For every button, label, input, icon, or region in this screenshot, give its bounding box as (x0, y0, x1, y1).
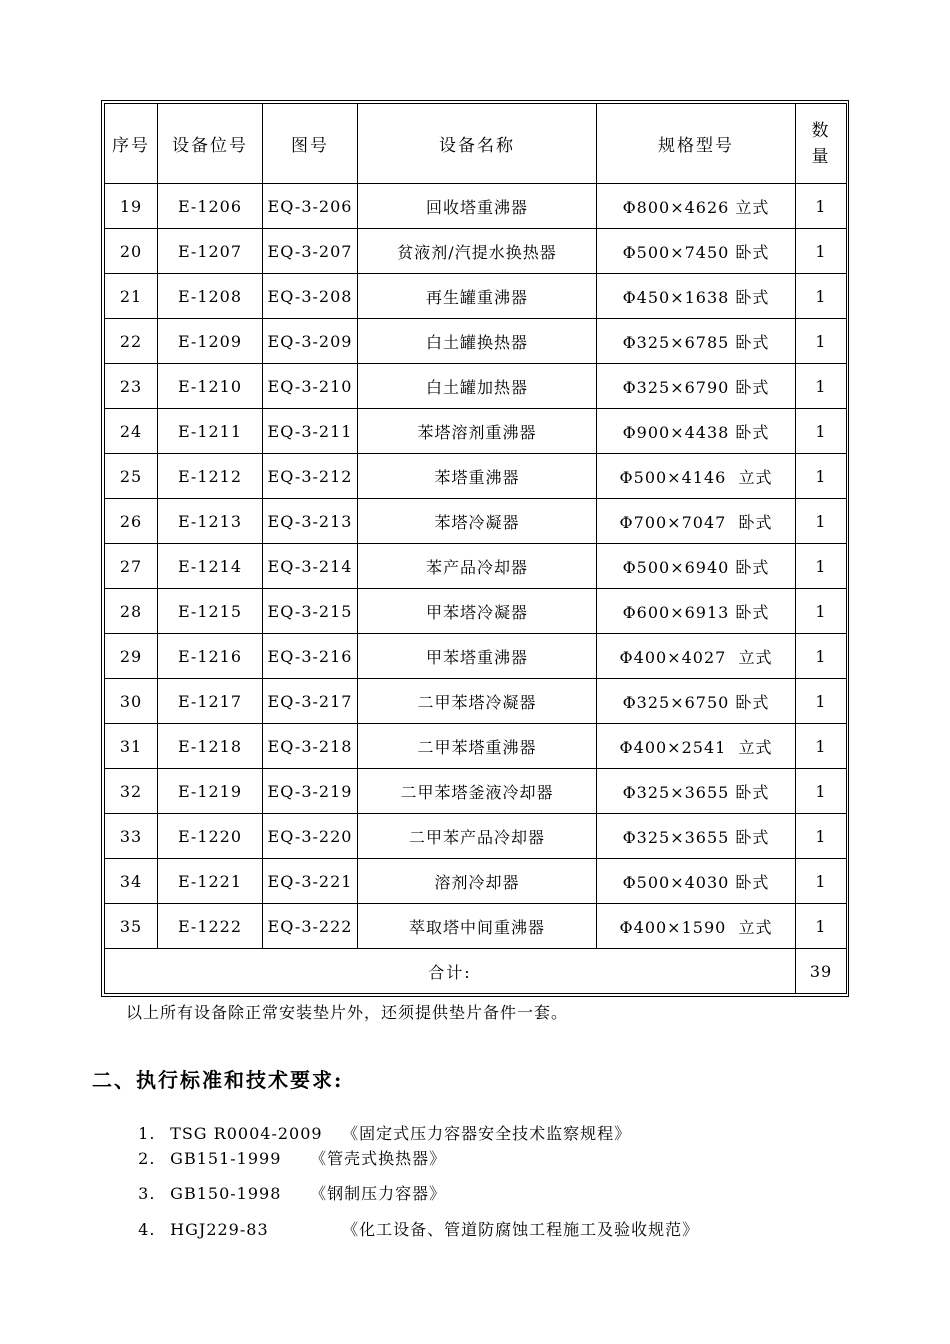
cell-name: 甲苯塔重沸器 (358, 634, 597, 679)
equipment-table (104, 103, 847, 994)
table-row (105, 679, 847, 724)
cell-spec: Φ500×6940 卧式 (597, 544, 796, 589)
total-row (105, 949, 847, 994)
cell-tag: E-1218 (158, 724, 263, 769)
section-title: 二、执行标准和技术要求: (92, 1068, 344, 1092)
cell-spec: Φ800×4626 立式 (597, 184, 796, 229)
cell-seq: 34 (105, 859, 158, 904)
total-value: 39 (796, 949, 847, 994)
cell-seq: 21 (105, 274, 158, 319)
cell-drawing: EQ-3-221 (263, 859, 358, 904)
cell-seq: 20 (105, 229, 158, 274)
cell-tag: E-1217 (158, 679, 263, 724)
cell-spec: Φ325×6790 卧式 (597, 364, 796, 409)
cell-drawing: EQ-3-222 (263, 904, 358, 949)
cell-spec: Φ600×6913 卧式 (597, 589, 796, 634)
cell-drawing: EQ-3-208 (263, 274, 358, 319)
cell-spec: Φ700×7047 卧式 (597, 499, 796, 544)
table-row (105, 409, 847, 454)
cell-tag: E-1206 (158, 184, 263, 229)
cell-tag: E-1221 (158, 859, 263, 904)
header-seq: 序号 (105, 104, 158, 184)
cell-qty: 1 (796, 724, 847, 769)
header-name: 设备名称 (358, 104, 597, 184)
cell-drawing: EQ-3-214 (263, 544, 358, 589)
cell-seq: 19 (105, 184, 158, 229)
cell-qty: 1 (796, 904, 847, 949)
cell-qty: 1 (796, 544, 847, 589)
cell-name: 二甲苯塔重沸器 (358, 724, 597, 769)
cell-name: 白土罐换热器 (358, 319, 597, 364)
cell-qty: 1 (796, 229, 847, 274)
cell-spec: Φ450×1638 卧式 (597, 274, 796, 319)
table-row (105, 859, 847, 904)
cell-spec: Φ325×3655 卧式 (597, 769, 796, 814)
table-row (105, 634, 847, 679)
table-row (105, 904, 847, 949)
standard-title: 《钢制压力容器》 (310, 1184, 447, 1203)
spare-gasket-note: 以上所有设备除正常安装垫片外，还须提供垫片备件一套。 (126, 1003, 569, 1022)
cell-tag: E-1219 (158, 769, 263, 814)
cell-name: 回收塔重沸器 (358, 184, 597, 229)
cell-name: 苯塔冷凝器 (358, 499, 597, 544)
cell-seq: 35 (105, 904, 158, 949)
cell-spec: Φ325×6750 卧式 (597, 679, 796, 724)
standard-title: 《固定式压力容器安全技术监察规程》 (342, 1124, 632, 1143)
header-qty-line1: 数 (811, 120, 831, 141)
table-row (105, 229, 847, 274)
cell-name: 苯产品冷却器 (358, 544, 597, 589)
cell-seq: 22 (105, 319, 158, 364)
cell-tag: E-1207 (158, 229, 263, 274)
cell-name: 二甲苯塔釜液冷却器 (358, 769, 597, 814)
cell-spec: Φ500×7450 卧式 (597, 229, 796, 274)
cell-qty: 1 (796, 589, 847, 634)
cell-drawing: EQ-3-219 (263, 769, 358, 814)
cell-name: 溶剂冷却器 (358, 859, 597, 904)
cell-tag: E-1222 (158, 904, 263, 949)
cell-seq: 26 (105, 499, 158, 544)
cell-tag: E-1220 (158, 814, 263, 859)
cell-drawing: EQ-3-216 (263, 634, 358, 679)
cell-seq: 27 (105, 544, 158, 589)
cell-spec: Φ325×6785 卧式 (597, 319, 796, 364)
cell-spec: Φ400×1590 立式 (597, 904, 796, 949)
standard-number: 2. (138, 1149, 156, 1168)
cell-name: 再生罐重沸器 (358, 274, 597, 319)
standard-code: GB150-1998 (170, 1184, 282, 1203)
table-row (105, 589, 847, 634)
cell-drawing: EQ-3-220 (263, 814, 358, 859)
cell-qty: 1 (796, 679, 847, 724)
table-row (105, 274, 847, 319)
cell-tag: E-1209 (158, 319, 263, 364)
cell-seq: 33 (105, 814, 158, 859)
cell-name: 贫液剂/汽提水换热器 (358, 229, 597, 274)
cell-name: 白土罐加热器 (358, 364, 597, 409)
total-label: 合计: (105, 949, 796, 994)
cell-tag: E-1208 (158, 274, 263, 319)
table-row (105, 454, 847, 499)
cell-seq: 25 (105, 454, 158, 499)
cell-drawing: EQ-3-210 (263, 364, 358, 409)
table-header-row (105, 104, 847, 184)
cell-tag: E-1211 (158, 409, 263, 454)
cell-tag: E-1215 (158, 589, 263, 634)
cell-drawing: EQ-3-213 (263, 499, 358, 544)
cell-tag: E-1212 (158, 454, 263, 499)
cell-spec: Φ500×4030 卧式 (597, 859, 796, 904)
cell-tag: E-1214 (158, 544, 263, 589)
header-qty-line2: 量 (811, 146, 831, 167)
cell-spec: Φ900×4438 卧式 (597, 409, 796, 454)
standard-code: TSG R0004-2009 (170, 1124, 323, 1143)
cell-drawing: EQ-3-207 (263, 229, 358, 274)
cell-qty: 1 (796, 499, 847, 544)
cell-spec: Φ400×2541 立式 (597, 724, 796, 769)
cell-qty: 1 (796, 364, 847, 409)
cell-qty: 1 (796, 814, 847, 859)
standard-number: 1. (138, 1124, 156, 1143)
cell-seq: 23 (105, 364, 158, 409)
header-tag: 设备位号 (158, 104, 263, 184)
cell-drawing: EQ-3-218 (263, 724, 358, 769)
table-row (105, 544, 847, 589)
table-row (105, 499, 847, 544)
table-row (105, 319, 847, 364)
standard-number: 4. (138, 1220, 156, 1239)
cell-name: 苯塔溶剂重沸器 (358, 409, 597, 454)
cell-qty: 1 (796, 859, 847, 904)
cell-drawing: EQ-3-206 (263, 184, 358, 229)
table-row (105, 364, 847, 409)
cell-spec: Φ500×4146 立式 (597, 454, 796, 499)
cell-seq: 24 (105, 409, 158, 454)
cell-name: 苯塔重沸器 (358, 454, 597, 499)
cell-drawing: EQ-3-209 (263, 319, 358, 364)
cell-seq: 28 (105, 589, 158, 634)
cell-name: 二甲苯产品冷却器 (358, 814, 597, 859)
standard-title: 《管壳式换热器》 (310, 1149, 447, 1168)
cell-qty: 1 (796, 634, 847, 679)
cell-drawing: EQ-3-217 (263, 679, 358, 724)
cell-seq: 32 (105, 769, 158, 814)
standard-code: HGJ229-83 (170, 1220, 269, 1239)
table-row (105, 769, 847, 814)
cell-name: 二甲苯塔冷凝器 (358, 679, 597, 724)
cell-spec: Φ400×4027 立式 (597, 634, 796, 679)
cell-qty: 1 (796, 454, 847, 499)
cell-drawing: EQ-3-215 (263, 589, 358, 634)
header-spec: 规格型号 (597, 104, 796, 184)
standard-number: 3. (138, 1184, 156, 1203)
cell-qty: 1 (796, 319, 847, 364)
cell-qty: 1 (796, 409, 847, 454)
cell-name: 甲苯塔冷凝器 (358, 589, 597, 634)
cell-drawing: EQ-3-211 (263, 409, 358, 454)
standard-item (126, 1198, 699, 1240)
table-row (105, 814, 847, 859)
table-row (105, 184, 847, 229)
cell-seq: 30 (105, 679, 158, 724)
cell-seq: 29 (105, 634, 158, 679)
standard-title: 《化工设备、管道防腐蚀工程施工及验收规范》 (342, 1220, 700, 1239)
equipment-table-frame (101, 100, 849, 997)
header-qty (796, 104, 847, 184)
table-row (105, 724, 847, 769)
cell-qty: 1 (796, 274, 847, 319)
cell-name: 萃取塔中间重沸器 (358, 904, 597, 949)
cell-spec: Φ325×3655 卧式 (597, 814, 796, 859)
cell-tag: E-1216 (158, 634, 263, 679)
cell-qty: 1 (796, 769, 847, 814)
cell-drawing: EQ-3-212 (263, 454, 358, 499)
cell-tag: E-1213 (158, 499, 263, 544)
header-drawing: 图号 (263, 104, 358, 184)
standard-code: GB151-1999 (170, 1149, 282, 1168)
cell-seq: 31 (105, 724, 158, 769)
cell-qty: 1 (796, 184, 847, 229)
cell-tag: E-1210 (158, 364, 263, 409)
